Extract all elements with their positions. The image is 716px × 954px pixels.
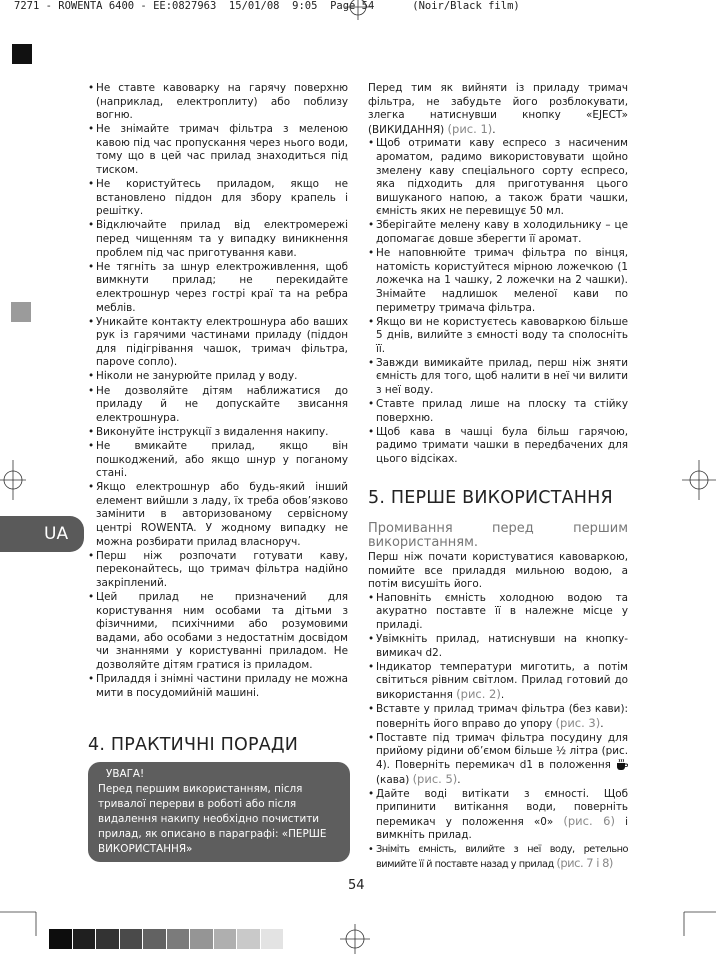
registration-mark-bottom: [340, 924, 370, 954]
figure-ref: (рис. 7 і 8): [556, 856, 613, 871]
greyscale-strip: [49, 929, 284, 949]
crop-mark-bottom-left: [0, 896, 40, 936]
eject-text: Перед тим як вийняти із приладу тримач фільтра, не забудьте його розблокувати, злегка натиснувши кнопку «EJECT» (ВИКИДАННЯ): [368, 82, 628, 136]
subheading-word: першим: [573, 521, 628, 536]
list-item: [368, 788, 628, 843]
figure-ref: (рис. 2): [456, 686, 501, 701]
list-item: • Не наповнюйте тримач фільтра по вінця, натомість користуйтеся мірною ложечкою (1 ложечка на 1 чашку, 2 ложечки на 2 чашки). Знімайте надлишок меленої кави по периметру тримача фільтра.: [368, 247, 628, 315]
list-item: • Не користуйтесь приладом, якщо не встановлено піддон для збору крапель і решітку.: [88, 178, 348, 219]
tips-list: [368, 137, 628, 466]
grey-swatch: [167, 929, 190, 949]
list-item: • Ніколи не занурюйте прилад у воду.: [88, 370, 348, 384]
grey-marker: [11, 302, 31, 322]
list-item: • Не тягніть за шнур електроживлення, щоб вимкнути прилад; не перекидайте електрошнур через гострі краї та на ребра меблів.: [88, 261, 348, 315]
safety-list: [88, 82, 348, 700]
list-item: • Цей прилад не призначений для користування ним особами та дітьми з фізичними, психічними або розумовими вадами, або особами з недостатнім досвідом чи знаннями у користуванні приладом. Не дозволяйте дітям гратися із приладом.: [88, 591, 348, 673]
figure-ref: (рис. 6): [563, 813, 615, 828]
item-text: Поставте під тримач фільтра посудину для прийому рідини об’ємом більше ½ літра (рис. 4). Поверніть перемикач d1 в положення: [376, 731, 628, 771]
warning-title: УВАГА!: [106, 768, 145, 780]
grey-swatch: [73, 929, 96, 949]
registration-mark-right: [682, 460, 716, 500]
subheading-line2: використанням.: [368, 535, 479, 550]
item-text: Зніміть ємність, вилийте з неї воду, ретельно вимийте її й поставте назад у прилад: [376, 844, 628, 871]
list-item: • Не дозволяйте дітям наближатися до приладу й не допускайте звисання електрошнура.: [88, 385, 348, 426]
item-text: Вставте у прилад тримач фільтра (без кави): поверніть його вправо до упору: [376, 703, 628, 730]
list-item: • Щоб кава в чашці була більш гарячою, радимо тримати чашки в передбачених для цього відсіках.: [368, 426, 628, 467]
grey-swatch: [96, 929, 119, 949]
list-item: • Не ставте кавоварку на гарячу поверхню (наприклад, електроплиту) або поблизу вогню.: [88, 82, 348, 123]
subheading-word: перед: [492, 521, 534, 536]
item-text: Дайте воді витікати з ємності. Щоб припинити витікання води, поверніть перемикач у положення «0»: [376, 787, 628, 828]
list-item: • Наповніть ємність холодною водою та акуратно поставте її в належне місце у приладі.: [368, 592, 628, 633]
grey-swatch: [143, 929, 166, 949]
figure-ref: (рис. 5): [412, 771, 458, 786]
list-item: • Увімкніть прилад, натиснувши на кнопку-вимикач d2.: [368, 633, 628, 660]
list-item: • Завжди вимикайте прилад, перш ніж зняти ємність для того, щоб налити в неї чи вилити з неї воду.: [368, 357, 628, 398]
grey-swatch: [261, 929, 284, 949]
crop-mark-bottom-right: [676, 896, 716, 936]
list-item: [368, 843, 628, 871]
subheading-word: Промивання: [368, 521, 453, 536]
eject-end: .: [492, 123, 496, 136]
item-text: (кава): [376, 773, 410, 786]
coffee-cup-icon: [616, 759, 628, 770]
warning-box: [88, 762, 350, 862]
section-5: [368, 488, 628, 872]
list-item: • Якщо ви не користуєтесь кавоваркою більше 5 днів, вилийте з ємності воду та сполосніть її.: [368, 316, 628, 357]
list-item: • Щоб отримати каву еспресо з насиченим ароматом, радимо використовувати щойно змелену каву спеціального сорту еспресо, яка підходить для приготування цього вишуканого напою, а також брати чашки, ємність яких не перевищує 50 мл.: [368, 137, 628, 219]
section-5-title: 5. ПЕРШЕ ВИКОРИСТАННЯ: [368, 488, 613, 508]
grey-swatch: [214, 929, 237, 949]
eject-paragraph: [368, 82, 628, 137]
list-item: • Індикатор температури миготить, а потім світиться рівним світлом. Прилад готовий до використання (рис. 2).: [368, 661, 628, 703]
section-4-title: 4. ПРАКТИЧНІ ПОРАДИ: [88, 735, 299, 755]
registration-mark-left: [0, 460, 26, 500]
grey-swatch: [237, 929, 260, 949]
grey-swatch: [120, 929, 143, 949]
list-item: • Перш ніж розпочати готувати каву, переконайтесь, що тримач фільтра надійно закріплений.: [88, 550, 348, 591]
list-item: • Виконуйте інструкції з видалення накипу.: [88, 426, 348, 440]
list-item: • Уникайте контакту електрошнура або ваших рук із гарячими частинами приладу (піддон для підігрівання чашок, тримач фільтра, пароve сопло).: [88, 316, 348, 370]
list-item: • Зберігайте мелену каву в холодильнику – це допомагає довше зберегти її аромат.: [368, 219, 628, 246]
item-text: і вимкніть прилад.: [376, 815, 628, 842]
page-number: 54: [348, 878, 365, 893]
black-marker: [12, 44, 32, 64]
print-header: 7271 - ROWENTA 6400 - EE:0827963 15/01/08 9:05 Page 54 (Noir/Black film): [14, 0, 520, 12]
list-item: • Відключайте прилад від електромережі перед чищенням та у випадку виникнення проблем під час приготування кави.: [88, 219, 348, 260]
first-use-list: [368, 592, 628, 872]
section-5-intro: Перш ніж почати користуватися кавоваркою, помийте все приладдя мильною водою, а потім висушіть його.: [368, 551, 628, 591]
language-tab: [0, 516, 84, 552]
list-item: • Якщо електрошнур або будь-який інший елемент вийшли з ладу, їх треба обов’язково замінити в авторизованому сервісному центрі ROWENTA. У жодному випадку не можна розбирати прилад власноруч.: [88, 481, 348, 549]
warning-body: Перед першим використанням, після тривалої перерви в роботі або після видалення накипу необхідно почистити прилад, як описано в параграфі: «ПЕРШЕ ВИКОРИСТАННЯ»: [98, 783, 327, 855]
figure-ref: (рис. 1): [447, 121, 493, 136]
grey-swatch: [190, 929, 213, 949]
section-5-subheading: [368, 522, 628, 550]
left-column: [88, 82, 348, 701]
list-item: • Не знімайте тримач фільтра з меленою кавою під час пропускання через нього води, тому що в цей час прилад знаходиться під тиском.: [88, 123, 348, 177]
list-item: • Ставте прилад лише на плоску та стійку поверхню.: [368, 398, 628, 425]
registration-mark-top: [345, 0, 371, 20]
list-item: • Не вмикайте прилад, якщо він пошкоджений, або якщо шнур у поганому стані.: [88, 440, 348, 481]
language-tab-label: UA: [44, 524, 69, 544]
list-item: • Вставте у прилад тримач фільтра (без кави): поверніть його вправо до упору (рис. 3).: [368, 703, 628, 731]
section-5-body: [368, 551, 628, 872]
list-item: • Поставте під тримач фільтра посудину для прийому рідини об’ємом більше ½ літра (рис. 4). Поверніть перемикач d1 в положення (кава) (рис. 5).: [368, 732, 628, 787]
right-column: [368, 82, 628, 467]
figure-ref: (рис. 3): [555, 715, 601, 730]
list-item: • Приладдя і знімні частини приладу не можна мити в посудомийній машині.: [88, 673, 348, 700]
item-text: Індикатор температури миготить, а потім світиться рівним світлом. Прилад готовий до використання: [376, 660, 628, 701]
grey-swatch: [49, 929, 72, 949]
